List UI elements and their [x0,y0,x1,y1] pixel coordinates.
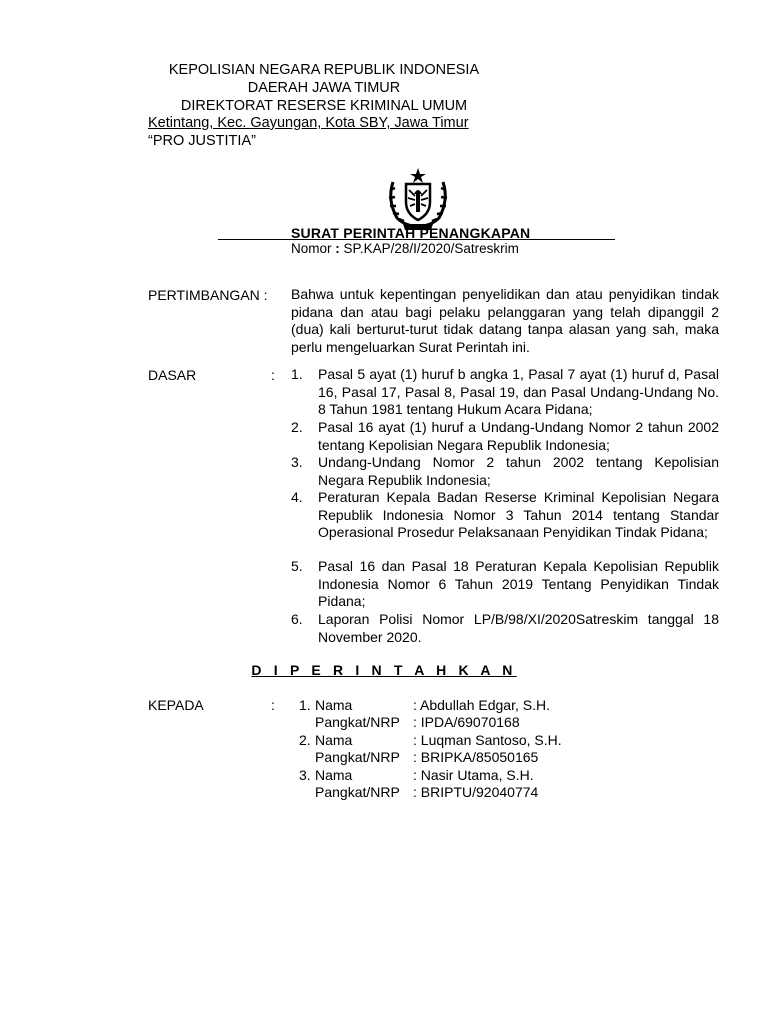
person-nama-value: : Luqman Santoso, S.H. [413,732,562,748]
pertimbangan-text: Bahwa untuk kepentingan penyelidikan dan atau penyidikan tindak pidana dan atau bagi pelaku pelanggaran yang telah dipanggil 2 (dua) kali berturut-turut tidak datang tanpa alasan yang sah, maka perlu mengeluarkan Surat Perintah ini. [291,286,719,355]
header-line-3: DIREKTORAT RESERSE KRIMINAL UMUM [180,98,468,114]
dasar-item-text: Pasal 5 ayat (1) huruf b angka 1, Pasal 7 ayat (1) huruf d, Pasal 16, Pasal 17, Pasal 8, Pasal 19, dan Pasal Undang-Undang No. 8 Tahun 1981 tentang Hukum Acara Pidana; [318,366,719,417]
dasar-item-number: 3. [291,454,303,470]
dasar-item [291,419,719,454]
person-pangkat-label: Pangkat/NRP [315,749,400,765]
dasar-item-text: Peraturan Kepala Badan Reserse Kriminal Kepolisian Negara Republik Indonesia Nomor 3 Tahun 2014 tentang Standar Operasional Prosedur Pelaksanaan Penyidikan Tindak Pidana; [318,489,719,540]
dasar-item-text: Pasal 16 dan Pasal 18 Peraturan Kepala Kepolisian Republik Indonesia Nomor 6 Tahun 2019 Tentang Penyidikan Tindak Pidana; [318,558,719,609]
pertimbangan-label: PERTIMBANGAN : [148,287,268,303]
person-nama-label: Nama [315,697,353,713]
dasar-colon: : [271,367,275,383]
person-nama-value: : Nasir Utama, S.H. [413,767,534,783]
dasar-item [291,489,719,542]
person-pangkat-label: Pangkat/NRP [315,714,400,730]
dasar-item [291,454,719,489]
dasar-item [291,366,719,419]
person-number: 3. [299,767,311,783]
document-title: SURAT PERINTAH PENANGKAPAN [291,225,531,241]
nomor-label: Nomor [291,241,332,256]
person-pangkat-value: : IPDA/69070168 [413,714,520,730]
dasar-item-number: 4. [291,489,303,505]
nomor-colon: : [335,241,340,256]
dasar-item-number: 5. [291,558,303,574]
dasar-item-number: 1. [291,366,303,382]
kepada-colon: : [271,697,275,713]
diperintahkan-heading: D I P E R I N T A H K A N [251,662,517,678]
dasar-item-text: Laporan Polisi Nomor LP/B/98/XI/2020Satreskim tanggal 18 November 2020. [318,611,719,645]
header-line-2: DAERAH JAWA TIMUR [247,80,401,96]
pro-justitia: “PRO JUSTITIA” [148,133,256,149]
header-line-1: KEPOLISIAN NEGARA REPUBLIK INDONESIA [168,62,480,78]
dasar-item [291,558,719,611]
person-nama-label: Nama [315,767,353,783]
dasar-item-number: 6. [291,611,303,627]
document-number [291,241,519,256]
dasar-item-text: Pasal 16 ayat (1) huruf a Undang-Undang Nomor 2 tahun 2002 tentang Kepolisian Negara Republik Indonesia; [318,419,719,453]
dasar-item-text: Undang-Undang Nomor 2 tahun 2002 tentang Kepolisian Negara Republik Indonesia; [318,454,719,488]
dasar-label: DASAR [148,367,197,383]
nomor-value: SP.KAP/28/I/2020/Satreskrim [343,241,519,256]
kepada-label: KEPADA [148,697,204,713]
dasar-item [291,611,719,646]
person-nama-label: Nama [315,732,353,748]
person-pangkat-value: : BRIPTU/92040774 [413,784,539,800]
person-nama-value: : Abdullah Edgar, S.H. [413,697,550,713]
person-number: 1. [299,697,311,713]
header-address: Ketintang, Kec. Gayungan, Kota SBY, Jawa Timur [148,115,469,131]
person-number: 2. [299,732,311,748]
person-pangkat-label: Pangkat/NRP [315,784,400,800]
dasar-item-number: 2. [291,419,303,435]
police-emblem-icon [383,166,453,232]
person-pangkat-value: : BRIPKA/85050165 [413,749,539,765]
